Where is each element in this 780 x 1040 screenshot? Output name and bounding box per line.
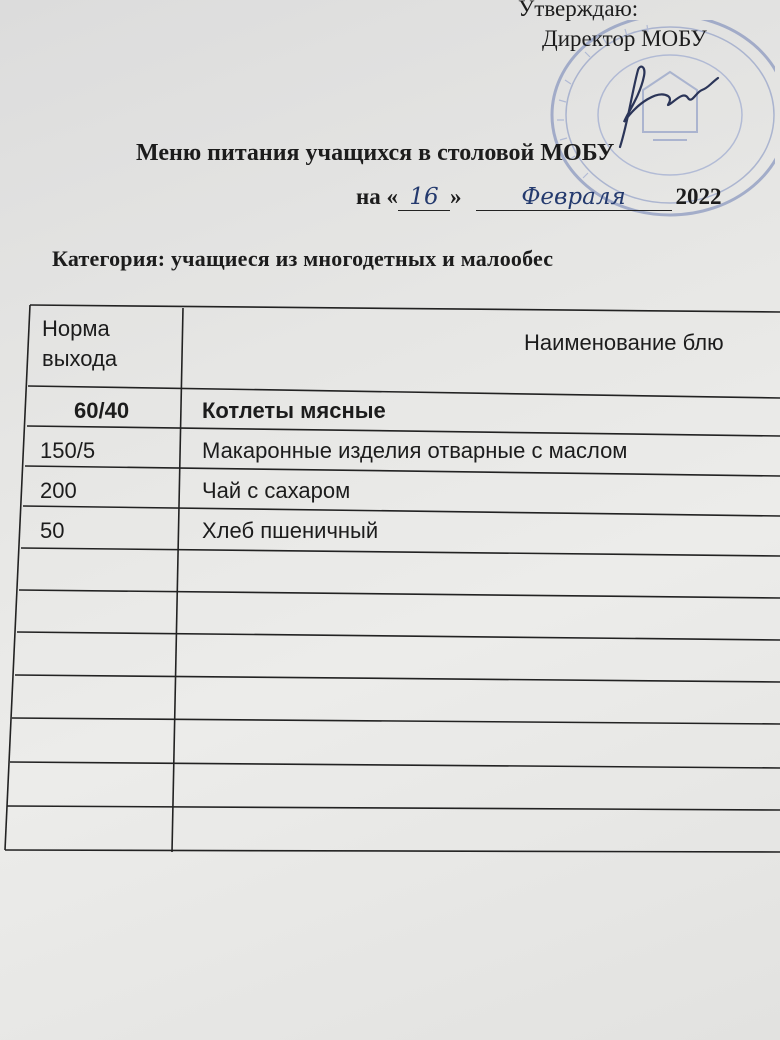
row-1-norm: 60/40 bbox=[74, 398, 130, 423]
date-month: Февраля bbox=[476, 184, 672, 211]
row-4-dish: Хлеб пшеничный bbox=[202, 518, 379, 543]
date-day: 16 bbox=[398, 184, 450, 211]
row-3-dish: Чай с сахаром bbox=[202, 478, 351, 503]
row-2-norm: 150/5 bbox=[40, 438, 96, 463]
menu-title: Меню питания учащихся в столовой МОБУ bbox=[136, 140, 615, 166]
date-year: 2022 bbox=[675, 184, 722, 209]
approval-title: Директор МОБУ bbox=[542, 26, 707, 51]
row-2-dish: Макаронные изделия отварные с маслом bbox=[202, 438, 628, 463]
header-norm: Норма выхода bbox=[42, 316, 118, 371]
category-label: Категория: учащиеся из многодетных и малообес bbox=[52, 246, 554, 271]
date-prefix: на « bbox=[356, 184, 399, 209]
row-4-norm: 50 bbox=[40, 518, 65, 543]
row-3-norm: 200 bbox=[40, 478, 77, 503]
row-1-dish: Котлеты мясные bbox=[202, 398, 386, 423]
approval-label: Утверждаю: bbox=[518, 0, 639, 21]
header-dish-name: Наименование блю bbox=[524, 330, 724, 355]
date-mid: » bbox=[450, 184, 462, 209]
